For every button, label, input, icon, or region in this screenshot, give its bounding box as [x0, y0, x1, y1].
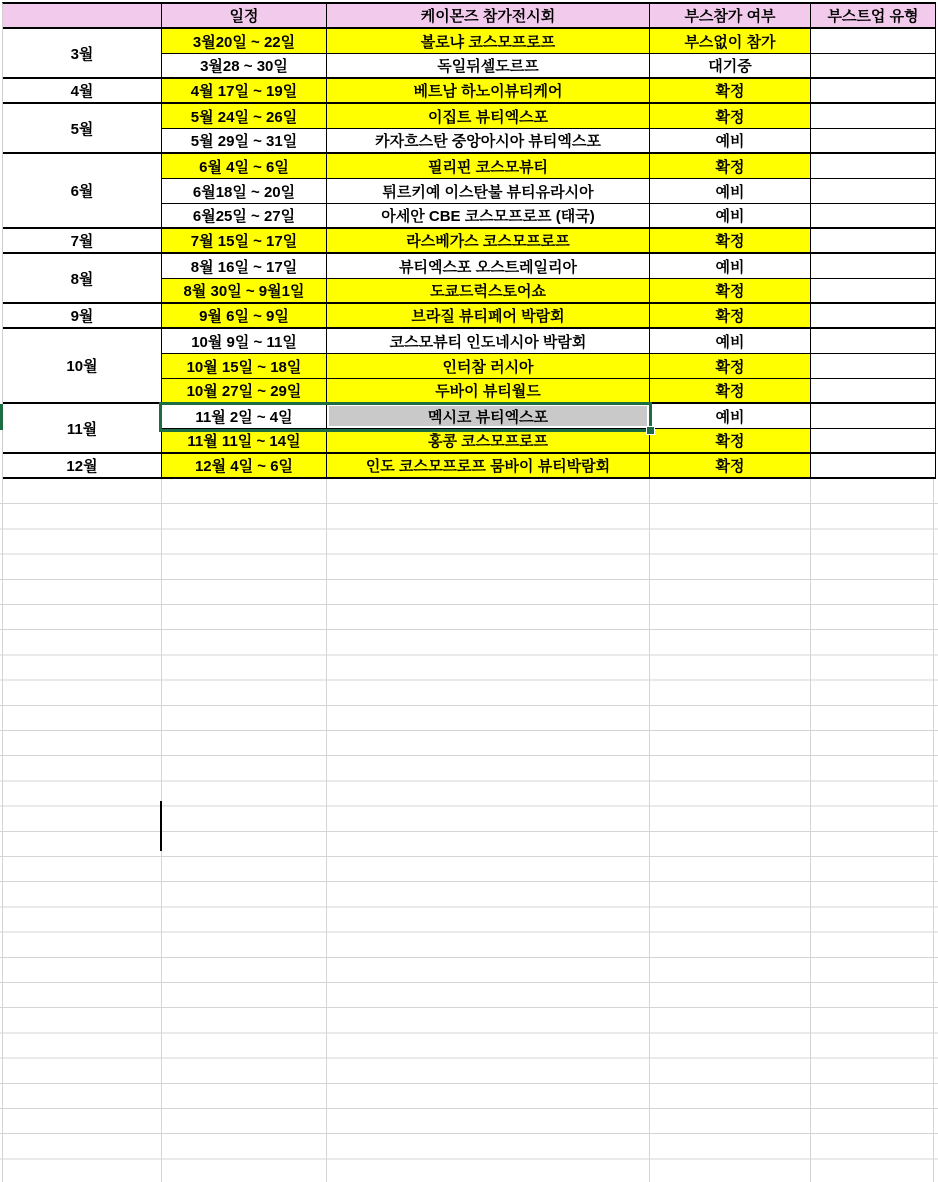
boostup-cell[interactable] — [811, 304, 936, 329]
status-cell[interactable]: 확정 — [650, 229, 811, 254]
month-cell[interactable]: 4월 — [3, 79, 162, 104]
date-cell[interactable]: 8월 16일 ~ 17일 — [162, 254, 327, 279]
boostup-cell[interactable] — [811, 229, 936, 254]
event-cell[interactable]: 브라질 뷰티페어 박람회 — [327, 304, 650, 329]
month-cell[interactable]: 6월 — [3, 154, 162, 229]
date-cell[interactable]: 4월 17일 ~ 19일 — [162, 79, 327, 104]
column-gridline — [649, 479, 650, 1182]
boostup-cell[interactable] — [811, 204, 936, 229]
header-booth-status[interactable]: 부스참가 여부 — [650, 4, 811, 29]
boostup-cell[interactable] — [811, 454, 936, 479]
boostup-cell[interactable] — [811, 379, 936, 404]
status-cell[interactable]: 부스없이 참가 — [650, 29, 811, 54]
status-cell[interactable]: 확정 — [650, 454, 811, 479]
event-cell[interactable]: 라스베가스 코스모프로프 — [327, 229, 650, 254]
date-cell[interactable]: 5월 24일 ~ 26일 — [162, 104, 327, 129]
event-cell[interactable]: 코스모뷰티 인도네시아 박람회 — [327, 329, 650, 354]
date-cell[interactable]: 10월 9일 ~ 11일 — [162, 329, 327, 354]
month-cell[interactable]: 3월 — [3, 29, 162, 79]
boostup-cell[interactable] — [811, 104, 936, 129]
month-cell[interactable]: 9월 — [3, 304, 162, 329]
date-cell[interactable]: 11월 11일 ~ 14일 — [162, 429, 327, 454]
boostup-cell[interactable] — [811, 54, 936, 79]
date-cell[interactable]: 5월 29일 ~ 31일 — [162, 129, 327, 154]
month-cell[interactable]: 7월 — [3, 229, 162, 254]
selection-fill-handle[interactable] — [646, 426, 655, 435]
header-month[interactable] — [3, 4, 162, 29]
boostup-cell[interactable] — [811, 179, 936, 204]
month-cell[interactable]: 12월 — [3, 454, 162, 479]
header-exhibition[interactable]: 케이몬즈 참가전시회 — [327, 4, 650, 29]
date-cell[interactable]: 6월 4일 ~ 6일 — [162, 154, 327, 179]
event-cell[interactable]: 필리핀 코스모뷰티 — [327, 154, 650, 179]
month-cell[interactable]: 10월 — [3, 329, 162, 404]
date-cell[interactable]: 10월 27일 ~ 29일 — [162, 379, 327, 404]
event-cell[interactable]: 튀르키예 이스탄불 뷰티유라시아 — [327, 179, 650, 204]
boostup-cell[interactable] — [811, 354, 936, 379]
status-cell[interactable]: 확정 — [650, 104, 811, 129]
status-cell[interactable]: 확정 — [650, 79, 811, 104]
date-cell[interactable]: 12월 4일 ~ 6일 — [162, 454, 327, 479]
date-cell[interactable]: 10월 15일 ~ 18일 — [162, 354, 327, 379]
event-cell[interactable]: 카자흐스탄 중앙아시아 뷰티엑스포 — [327, 129, 650, 154]
boostup-cell[interactable] — [811, 129, 936, 154]
event-cell[interactable]: 두바이 뷰티월드 — [327, 379, 650, 404]
event-cell[interactable]: 볼로냐 코스모프로프 — [327, 29, 650, 54]
boostup-cell[interactable] — [811, 404, 936, 429]
status-cell[interactable]: 예비 — [650, 254, 811, 279]
month-cell[interactable]: 8월 — [3, 254, 162, 304]
date-cell[interactable]: 6월25일 ~ 27일 — [162, 204, 327, 229]
status-cell[interactable]: 확정 — [650, 154, 811, 179]
empty-grid-area[interactable] — [0, 479, 938, 1182]
boostup-cell[interactable] — [811, 254, 936, 279]
header-schedule[interactable]: 일정 — [162, 4, 327, 29]
status-cell[interactable]: 확정 — [650, 279, 811, 304]
column-gridline — [933, 479, 934, 1182]
status-cell[interactable]: 확정 — [650, 354, 811, 379]
event-cell[interactable]: 베트남 하노이뷰티케어 — [327, 79, 650, 104]
selection-row-indicator — [0, 404, 3, 430]
status-cell[interactable]: 확정 — [650, 379, 811, 404]
event-cell[interactable]: 아세안 CBE 코스모프로프 (태국) — [327, 204, 650, 229]
event-cell[interactable]: 이집트 뷰티엑스포 — [327, 104, 650, 129]
schedule-table — [2, 2, 936, 479]
column-gridline — [326, 479, 327, 1182]
column-gridline — [810, 479, 811, 1182]
date-cell[interactable]: 3월28 ~ 30일 — [162, 54, 327, 79]
status-cell[interactable]: 확정 — [650, 304, 811, 329]
event-cell[interactable]: 인터참 러시아 — [327, 354, 650, 379]
date-cell[interactable]: 8월 30일 ~ 9월1일 — [162, 279, 327, 304]
event-cell[interactable]: 독일뒤셀도르프 — [327, 54, 650, 79]
event-cell[interactable]: 인도 코스모프로프 뭄바이 뷰티박람회 — [327, 454, 650, 479]
status-cell[interactable]: 대기중 — [650, 54, 811, 79]
header-boostup-type[interactable]: 부스트업 유형 — [811, 4, 936, 29]
column-gridline — [2, 479, 3, 1182]
date-cell-selected[interactable]: 11월 2일 ~ 4일 — [162, 404, 327, 429]
date-cell[interactable]: 6월18일 ~ 20일 — [162, 179, 327, 204]
event-cell-selected[interactable]: 멕시코 뷰티엑스포 — [327, 404, 650, 429]
event-cell[interactable]: 도쿄드럭스토어쇼 — [327, 279, 650, 304]
date-cell[interactable]: 9월 6일 ~ 9일 — [162, 304, 327, 329]
status-cell[interactable]: 예비 — [650, 129, 811, 154]
event-cell[interactable]: 홍콩 코스모프로프 — [327, 429, 650, 454]
status-cell[interactable]: 확정 — [650, 429, 811, 454]
date-cell[interactable]: 3월20일 ~ 22일 — [162, 29, 327, 54]
status-cell[interactable]: 예비 — [650, 329, 811, 354]
date-cell[interactable]: 7월 15일 ~ 17일 — [162, 229, 327, 254]
stray-border-line — [160, 801, 162, 851]
boostup-cell[interactable] — [811, 329, 936, 354]
month-cell[interactable]: 11월 — [3, 404, 162, 454]
boostup-cell[interactable] — [811, 279, 936, 304]
boostup-cell[interactable] — [811, 154, 936, 179]
status-cell[interactable]: 예비 — [650, 179, 811, 204]
boostup-cell[interactable] — [811, 79, 936, 104]
boostup-cell[interactable] — [811, 29, 936, 54]
status-cell[interactable]: 예비 — [650, 404, 811, 429]
event-cell[interactable]: 뷰티엑스포 오스트레일리아 — [327, 254, 650, 279]
boostup-cell[interactable] — [811, 429, 936, 454]
month-cell[interactable]: 5월 — [3, 104, 162, 154]
status-cell[interactable]: 예비 — [650, 204, 811, 229]
